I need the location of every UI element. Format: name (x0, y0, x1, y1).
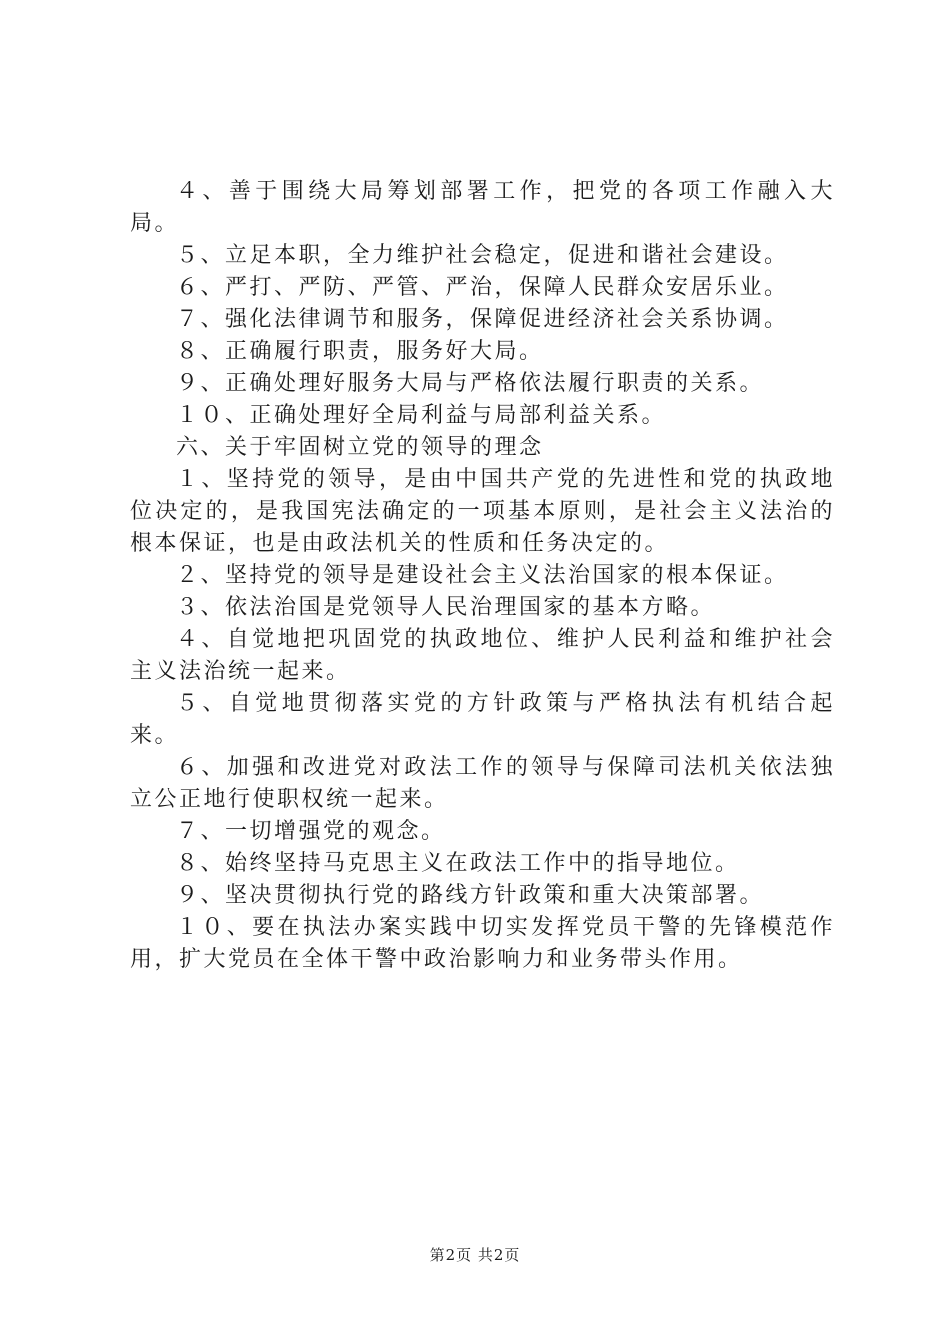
document-body (130, 176, 835, 976)
paragraph: ４、自觉地把巩固党的执政地位、维护人民利益和维护社会主义法治统一起来。 (130, 627, 835, 684)
paragraph: ５、立足本职，全力维护社会稳定，促进和谐社会建设。 (176, 243, 789, 268)
paragraph: ８、始终坚持马克思主义在政法工作中的指导地位。 (176, 851, 740, 876)
paragraph: ９、坚决贯彻执行党的路线方针政策和重大决策部署。 (176, 883, 765, 908)
paragraph: １、坚持党的领导，是由中国共产党的先进性和党的执政地位决定的，是我国宪法确定的一项基本原则，是社会主义法治的根本保证，也是由政法机关的性质和任务决定的。 (130, 467, 835, 556)
page-footer: 第2页 共2页 (429, 1246, 521, 1264)
paragraph: ７、强化法律调节和服务，保障促进经济社会关系协调。 (176, 307, 789, 332)
section-heading: 六、关于牢固树立党的领导的理念 (176, 435, 544, 460)
paragraph: ７、一切增强党的观念。 (176, 819, 446, 844)
paragraph: １０、要在执法办案实践中切实发挥党员干警的先锋模范作用，扩大党员在全体干警中政治影响力和业务带头作用。 (130, 915, 835, 972)
paragraph: ６、严打、严防、严管、严治，保障人民群众安居乐业。 (176, 275, 789, 300)
paragraph: ８、正确履行职责，服务好大局。 (176, 339, 544, 364)
paragraph: ３、依法治国是党领导人民治理国家的基本方略。 (176, 595, 716, 620)
paragraph: ６、加强和改进党对政法工作的领导与保障司法机关依法独立公正地行使职权统一起来。 (130, 755, 835, 812)
paragraph: ４、善于围绕大局筹划部署工作，把党的各项工作融入大局。 (130, 179, 835, 236)
paragraph: １０、正确处理好全局利益与局部利益关系。 (176, 403, 667, 428)
paragraph: ５、自觉地贯彻落实党的方针政策与严格执法有机结合起来。 (130, 691, 835, 748)
paragraph: ９、正确处理好服务大局与严格依法履行职责的关系。 (176, 371, 765, 396)
paragraph: ２、坚持党的领导是建设社会主义法治国家的根本保证。 (176, 563, 789, 588)
